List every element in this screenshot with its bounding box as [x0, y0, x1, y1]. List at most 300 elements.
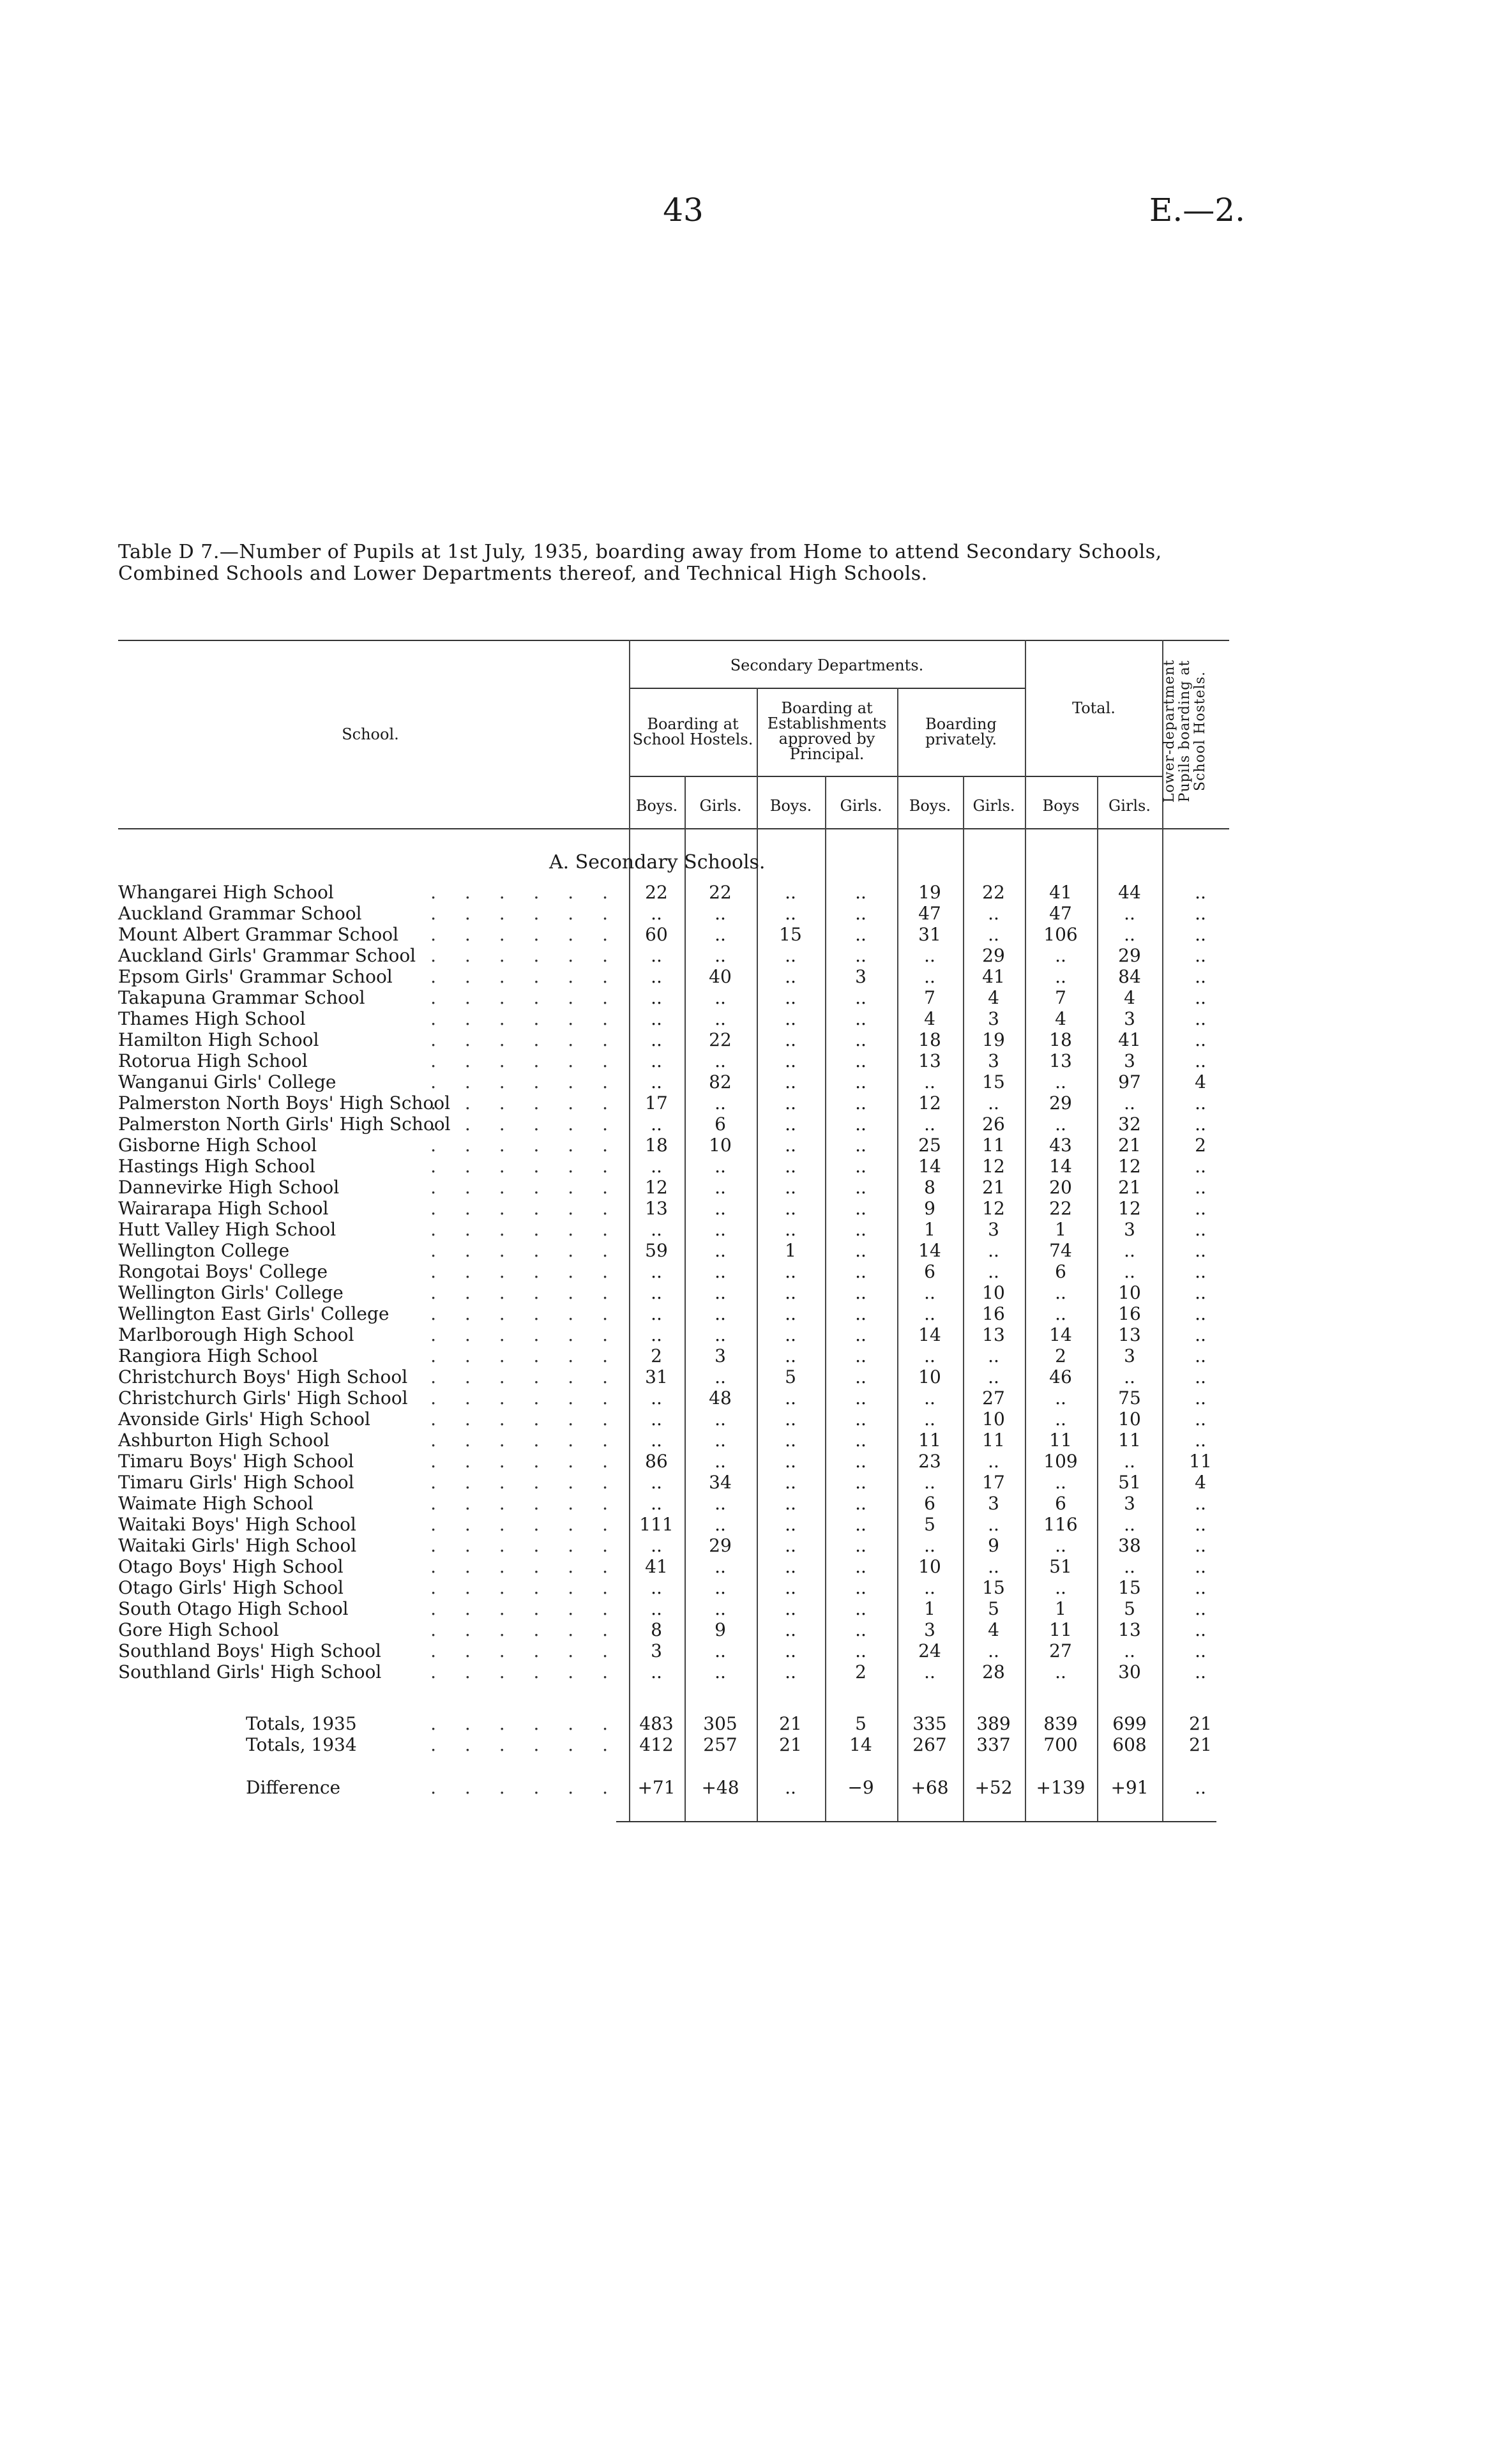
- cell-col-2: ..: [715, 945, 726, 966]
- school-name: Hamilton High School: [118, 1029, 319, 1050]
- school-name: Avonside Girls' High School: [118, 1409, 370, 1430]
- school-name: Wellington College: [118, 1240, 290, 1261]
- school-name: Rotorua High School: [118, 1050, 308, 1071]
- cell-col-9: 11: [1189, 1451, 1212, 1472]
- cell-col-8: ..: [1124, 1092, 1135, 1114]
- header-secondary-departments: Secondary Departments.: [730, 656, 924, 674]
- cell-col-6: 389: [976, 1713, 1011, 1734]
- cell-col-6: ..: [988, 1556, 999, 1577]
- cell-col-8: ..: [1124, 903, 1135, 924]
- cell-col-6: 17: [982, 1472, 1005, 1493]
- school-name: Ashburton High School: [118, 1430, 329, 1451]
- school-name: Waimate High School: [118, 1493, 314, 1514]
- cell-col-1: ..: [651, 1661, 662, 1682]
- dot-leader: . . . . . .: [430, 966, 619, 987]
- school-name: Timaru Girls' High School: [118, 1472, 354, 1493]
- cell-col-6: ..: [988, 1640, 999, 1661]
- cell-col-7: 1: [1055, 1219, 1066, 1240]
- cell-col-5: ..: [924, 1303, 935, 1324]
- school-name: Hastings High School: [118, 1156, 315, 1177]
- dot-leader: . . . . . .: [430, 1713, 619, 1734]
- cell-col-3: ..: [785, 1535, 796, 1556]
- dot-leader: . . . . . .: [430, 1156, 619, 1177]
- cell-col-7: ..: [1055, 1282, 1066, 1303]
- dot-leader: . . . . . .: [430, 1577, 619, 1598]
- cell-col-4: ..: [855, 1092, 866, 1114]
- cell-col-7: 700: [1043, 1734, 1078, 1755]
- cell-col-3: ..: [785, 1029, 796, 1050]
- cell-col-1: 483: [639, 1713, 674, 1734]
- header-total-boys: Boys: [1042, 797, 1080, 815]
- dot-leader: . . . . . .: [430, 1556, 619, 1577]
- cell-col-5: 6: [924, 1493, 935, 1514]
- cell-col-9: ..: [1195, 1345, 1206, 1366]
- cell-col-3: ..: [785, 1261, 796, 1282]
- cell-col-6: 3: [988, 1493, 999, 1514]
- cell-col-9: ..: [1195, 1240, 1206, 1261]
- cell-col-6: ..: [988, 1366, 999, 1387]
- cell-col-6: ..: [988, 1514, 999, 1535]
- school-name: Timaru Boys' High School: [118, 1451, 354, 1472]
- school-name: Takapuna Grammar School: [118, 987, 365, 1008]
- cell-col-2: 22: [709, 1029, 732, 1050]
- cell-col-4: ..: [855, 1493, 866, 1514]
- cell-col-4: ..: [855, 1387, 866, 1409]
- table-row: [118, 1472, 1229, 1493]
- table-row: [118, 1409, 1229, 1430]
- cell-col-3: ..: [785, 1008, 796, 1029]
- cell-col-1: ..: [651, 945, 662, 966]
- secondary-rule: [629, 688, 1025, 689]
- cell-col-6: 9: [988, 1535, 999, 1556]
- school-name: Epsom Girls' Grammar School: [118, 966, 393, 987]
- table-row: [118, 1135, 1229, 1156]
- cell-col-7: 839: [1043, 1713, 1078, 1734]
- cell-col-6: 15: [982, 1577, 1005, 1598]
- cell-col-3: ..: [785, 1451, 796, 1472]
- dot-leader: . . . . . .: [430, 1387, 619, 1409]
- cell-col-3: ..: [785, 1777, 796, 1798]
- table-row: [118, 924, 1229, 945]
- school-name: Totals, 1935: [246, 1713, 357, 1734]
- cell-col-3: ..: [785, 1050, 796, 1071]
- cell-col-9: 4: [1195, 1071, 1206, 1092]
- dot-leader: . . . . . .: [430, 1640, 619, 1661]
- cell-col-9: ..: [1195, 1219, 1206, 1240]
- cell-col-1: ..: [651, 1493, 662, 1514]
- table-row: [118, 1451, 1229, 1472]
- cell-col-9: ..: [1195, 1198, 1206, 1219]
- school-name: Christchurch Girls' High School: [118, 1387, 408, 1409]
- dot-leader: . . . . . .: [430, 1092, 619, 1114]
- cell-col-5: 267: [912, 1734, 947, 1755]
- cell-col-2: 82: [709, 1071, 732, 1092]
- table-row: [118, 1177, 1229, 1198]
- cell-col-1: 60: [645, 924, 668, 945]
- cell-col-3: ..: [785, 1177, 796, 1198]
- cell-col-6: +52: [974, 1777, 1013, 1798]
- cell-col-6: 27: [982, 1387, 1005, 1409]
- cell-col-6: 15: [982, 1071, 1005, 1092]
- cell-col-8: 5: [1124, 1598, 1135, 1619]
- table-row: [118, 1619, 1229, 1640]
- cell-col-4: ..: [855, 1219, 866, 1240]
- cell-col-4: ..: [855, 1640, 866, 1661]
- cell-col-6: 10: [982, 1409, 1005, 1430]
- cell-col-5: ..: [924, 1387, 935, 1409]
- cell-col-3: ..: [785, 987, 796, 1008]
- header-privately: Boarding privately.: [925, 715, 997, 748]
- table-title: Table D 7.—Number of Pupils at 1st July, 1935, boarding away from Home to attend Secondary Schools, Combined Schools and Lower Departments thereof, and Technical High Schools.: [118, 541, 1162, 585]
- cell-col-7: 14: [1049, 1156, 1072, 1177]
- cell-col-2: ..: [715, 1577, 726, 1598]
- cell-col-1: 111: [639, 1514, 674, 1535]
- cell-col-3: ..: [785, 1493, 796, 1514]
- school-name: Dannevirke High School: [118, 1177, 340, 1198]
- cell-col-9: ..: [1195, 1556, 1206, 1577]
- cell-col-8: 30: [1118, 1661, 1141, 1682]
- table-row: [118, 1324, 1229, 1345]
- cell-col-7: ..: [1055, 1303, 1066, 1324]
- header-establishments-girls: Girls.: [840, 797, 882, 815]
- cell-col-7: 109: [1043, 1451, 1078, 1472]
- table-row: [118, 882, 1229, 903]
- cell-col-4: ..: [855, 903, 866, 924]
- cell-col-6: 3: [988, 1050, 999, 1071]
- cell-col-2: ..: [715, 1430, 726, 1451]
- cell-col-5: 7: [924, 987, 935, 1008]
- cell-col-1: ..: [651, 1472, 662, 1493]
- cell-col-5: ..: [924, 966, 935, 987]
- cell-col-1: ..: [651, 1029, 662, 1050]
- cell-col-2: ..: [715, 924, 726, 945]
- cell-col-9: 4: [1195, 1472, 1206, 1493]
- cell-col-6: 21: [982, 1177, 1005, 1198]
- cell-col-9: ..: [1195, 1493, 1206, 1514]
- cell-col-5: 8: [924, 1177, 935, 1198]
- table-row: [118, 1493, 1229, 1514]
- table-row: [118, 1092, 1229, 1114]
- cell-col-6: 13: [982, 1324, 1005, 1345]
- dot-leader: . . . . . .: [430, 1366, 619, 1387]
- cell-col-9: ..: [1195, 1324, 1206, 1345]
- cell-col-4: 14: [849, 1734, 872, 1755]
- cell-col-8: ..: [1124, 1556, 1135, 1577]
- table-row: [118, 1198, 1229, 1219]
- cell-col-2: 6: [715, 1114, 726, 1135]
- cell-col-9: ..: [1195, 1777, 1206, 1798]
- school-name: Southland Girls' High School: [118, 1661, 382, 1682]
- cell-col-3: ..: [785, 1345, 796, 1366]
- table-row: [118, 1114, 1229, 1135]
- cell-col-9: ..: [1195, 1577, 1206, 1598]
- cell-col-8: 3: [1124, 1345, 1135, 1366]
- cell-col-5: 14: [918, 1324, 941, 1345]
- cell-col-2: 40: [709, 966, 732, 987]
- cell-col-1: ..: [651, 987, 662, 1008]
- table-row: [118, 1219, 1229, 1240]
- dot-leader: . . . . . .: [430, 1219, 619, 1240]
- header-total: Total.: [1072, 699, 1116, 717]
- cell-col-6: 29: [982, 945, 1005, 966]
- cell-col-3: 5: [785, 1366, 796, 1387]
- dot-leader: . . . . . .: [430, 1777, 619, 1798]
- school-name: Mount Albert Grammar School: [118, 924, 399, 945]
- dot-leader: . . . . . .: [430, 1261, 619, 1282]
- cell-col-9: ..: [1195, 924, 1206, 945]
- cell-col-9: ..: [1195, 1008, 1206, 1029]
- cell-col-7: ..: [1055, 1387, 1066, 1409]
- dot-leader: . . . . . .: [430, 924, 619, 945]
- cell-col-2: ..: [715, 1514, 726, 1535]
- cell-col-4: ..: [855, 945, 866, 966]
- cell-col-6: ..: [988, 1261, 999, 1282]
- header-hostels-boys: Boys.: [635, 797, 678, 815]
- cell-col-3: ..: [785, 1092, 796, 1114]
- cell-col-1: ..: [651, 1430, 662, 1451]
- cell-col-1: ..: [651, 1535, 662, 1556]
- cell-col-2: ..: [715, 1451, 726, 1472]
- cell-col-9: ..: [1195, 1514, 1206, 1535]
- cell-col-5: 23: [918, 1451, 941, 1472]
- cell-col-8: 699: [1112, 1713, 1147, 1734]
- cell-col-3: ..: [785, 1282, 796, 1303]
- header-privately-boys: Boys.: [909, 797, 951, 815]
- school-name: Christchurch Boys' High School: [118, 1366, 408, 1387]
- cell-col-5: ..: [924, 945, 935, 966]
- school-name: Wanganui Girls' College: [118, 1071, 337, 1092]
- cell-col-4: ..: [855, 1029, 866, 1050]
- table-row: [118, 1556, 1229, 1577]
- school-name: Waitaki Boys' High School: [118, 1514, 356, 1535]
- school-name: Wellington East Girls' College: [118, 1303, 390, 1324]
- cell-col-6: 3: [988, 1219, 999, 1240]
- dot-leader: . . . . . .: [430, 903, 619, 924]
- cell-col-8: 3: [1124, 1008, 1135, 1029]
- cell-col-7: ..: [1055, 1472, 1066, 1493]
- cell-col-5: ..: [924, 1472, 935, 1493]
- cell-col-7: 74: [1049, 1240, 1072, 1261]
- table-row: [118, 1535, 1229, 1556]
- cell-col-4: ..: [855, 1345, 866, 1366]
- cell-col-5: 24: [918, 1640, 941, 1661]
- dot-leader: . . . . . .: [430, 1514, 619, 1535]
- cell-col-5: 10: [918, 1366, 941, 1387]
- cell-col-8: ..: [1124, 1261, 1135, 1282]
- cell-col-3: ..: [785, 1556, 796, 1577]
- table-row: [118, 1156, 1229, 1177]
- cell-col-2: 22: [709, 882, 732, 903]
- cell-col-9: ..: [1195, 966, 1206, 987]
- cell-col-6: 11: [982, 1135, 1005, 1156]
- cell-col-2: ..: [715, 1409, 726, 1430]
- cell-col-8: ..: [1124, 1514, 1135, 1535]
- dot-leader: . . . . . .: [430, 1303, 619, 1324]
- cell-col-6: 41: [982, 966, 1005, 987]
- cell-col-7: 6: [1055, 1493, 1066, 1514]
- cell-col-9: ..: [1195, 903, 1206, 924]
- cell-col-8: ..: [1124, 1640, 1135, 1661]
- cell-col-7: 1: [1055, 1598, 1066, 1619]
- cell-col-2: ..: [715, 1366, 726, 1387]
- cell-col-3: ..: [785, 1619, 796, 1640]
- cell-col-2: ..: [715, 1261, 726, 1282]
- cell-col-5: 19: [918, 882, 941, 903]
- header-lower-department: Lower-department Pupils boarding at School Hostels.: [1161, 659, 1208, 803]
- cell-col-3: ..: [785, 1514, 796, 1535]
- cell-col-5: 12: [918, 1092, 941, 1114]
- cell-col-1: ..: [651, 966, 662, 987]
- page-number: 43: [663, 192, 704, 229]
- cell-col-6: ..: [988, 1345, 999, 1366]
- cell-col-9: ..: [1195, 1598, 1206, 1619]
- cell-col-5: 6: [924, 1261, 935, 1282]
- cell-col-1: 41: [645, 1556, 668, 1577]
- cell-col-8: 29: [1118, 945, 1141, 966]
- cell-col-2: 29: [709, 1535, 732, 1556]
- cell-col-3: ..: [785, 1661, 796, 1682]
- cell-col-6: 10: [982, 1282, 1005, 1303]
- header-total-girls: Girls.: [1108, 797, 1151, 815]
- cell-col-7: 116: [1043, 1514, 1078, 1535]
- school-name: Rangiora High School: [118, 1345, 318, 1366]
- cell-col-1: ..: [651, 1156, 662, 1177]
- cell-col-3: ..: [785, 1640, 796, 1661]
- cell-col-8: ..: [1124, 1451, 1135, 1472]
- table-row: [118, 1387, 1229, 1409]
- table-row: [118, 1598, 1229, 1619]
- cell-col-4: ..: [855, 1198, 866, 1219]
- school-name: Auckland Girls' Grammar School: [118, 945, 416, 966]
- table-row: [118, 1577, 1229, 1598]
- table-row: [118, 1430, 1229, 1451]
- cell-col-3: 21: [779, 1713, 802, 1734]
- cell-col-2: ..: [715, 1640, 726, 1661]
- cell-col-9: ..: [1195, 1177, 1206, 1198]
- table-row: [118, 1261, 1229, 1282]
- cell-col-5: 31: [918, 924, 941, 945]
- cell-col-3: ..: [785, 1135, 796, 1156]
- cell-col-7: 27: [1049, 1640, 1072, 1661]
- cell-col-4: ..: [855, 1156, 866, 1177]
- cell-col-1: ..: [651, 1409, 662, 1430]
- cell-col-6: ..: [988, 924, 999, 945]
- cell-col-6: ..: [988, 903, 999, 924]
- cell-col-7: 13: [1049, 1050, 1072, 1071]
- cell-col-7: 20: [1049, 1177, 1072, 1198]
- cell-col-4: ..: [855, 1535, 866, 1556]
- cell-col-4: ..: [855, 1177, 866, 1198]
- table-top-rule: [118, 640, 1229, 641]
- cell-col-6: 16: [982, 1303, 1005, 1324]
- cell-col-4: ..: [855, 1050, 866, 1071]
- table-row: [118, 1071, 1229, 1092]
- cell-col-3: 1: [785, 1240, 796, 1261]
- dot-leader: . . . . . .: [430, 945, 619, 966]
- school-name: Gore High School: [118, 1619, 279, 1640]
- dot-leader: . . . . . .: [430, 1177, 619, 1198]
- cell-col-6: 28: [982, 1661, 1005, 1682]
- cell-col-7: 41: [1049, 882, 1072, 903]
- cell-col-3: ..: [785, 1071, 796, 1092]
- school-name: Auckland Grammar School: [118, 903, 362, 924]
- cell-col-3: ..: [785, 1409, 796, 1430]
- cell-col-4: ..: [855, 1409, 866, 1430]
- table-row: [118, 1008, 1229, 1029]
- table-row: [118, 1029, 1229, 1050]
- cell-col-5: 47: [918, 903, 941, 924]
- cell-col-2: ..: [715, 1198, 726, 1219]
- cell-col-6: 12: [982, 1198, 1005, 1219]
- cell-col-5: 3: [924, 1619, 935, 1640]
- cell-col-7: 51: [1049, 1556, 1072, 1577]
- cell-col-7: 14: [1049, 1324, 1072, 1345]
- cell-col-8: 10: [1118, 1409, 1141, 1430]
- cell-col-9: ..: [1195, 1050, 1206, 1071]
- cell-col-9: 2: [1195, 1135, 1206, 1156]
- cell-col-9: ..: [1195, 1261, 1206, 1282]
- table-row: [118, 945, 1229, 966]
- cell-col-2: 9: [715, 1619, 726, 1640]
- cell-col-5: 14: [918, 1156, 941, 1177]
- cell-col-5: 25: [918, 1135, 941, 1156]
- table-row: [118, 1514, 1229, 1535]
- dot-leader: . . . . . .: [430, 1598, 619, 1619]
- cell-col-3: ..: [785, 945, 796, 966]
- cell-col-9: ..: [1195, 1282, 1206, 1303]
- cell-col-6: 19: [982, 1029, 1005, 1050]
- cell-col-8: ..: [1124, 1240, 1135, 1261]
- cell-col-3: ..: [785, 1430, 796, 1451]
- table-row: [118, 1050, 1229, 1071]
- cell-col-7: 106: [1043, 924, 1078, 945]
- cell-col-8: +91: [1110, 1777, 1149, 1798]
- cell-col-4: ..: [855, 987, 866, 1008]
- cell-col-7: ..: [1055, 1071, 1066, 1092]
- header-school: School.: [342, 725, 399, 743]
- cell-col-7: ..: [1055, 945, 1066, 966]
- cell-col-2: ..: [715, 987, 726, 1008]
- table-row: [118, 966, 1229, 987]
- cell-col-7: ..: [1055, 1114, 1066, 1135]
- cell-col-4: ..: [855, 1240, 866, 1261]
- cell-col-4: ..: [855, 924, 866, 945]
- cell-col-2: 305: [703, 1713, 738, 1734]
- cell-col-3: ..: [785, 1114, 796, 1135]
- cell-col-2: ..: [715, 1050, 726, 1071]
- cell-col-8: 12: [1118, 1198, 1141, 1219]
- cell-col-9: ..: [1195, 1092, 1206, 1114]
- cell-col-7: ..: [1055, 1577, 1066, 1598]
- cell-col-7: 7: [1055, 987, 1066, 1008]
- table-row: [118, 987, 1229, 1008]
- cell-col-1: ..: [651, 1071, 662, 1092]
- cell-col-4: ..: [855, 1577, 866, 1598]
- table-row: [118, 903, 1229, 924]
- cell-col-8: 13: [1118, 1619, 1141, 1640]
- cell-col-4: ..: [855, 1071, 866, 1092]
- cell-col-1: ..: [651, 1114, 662, 1135]
- cell-col-4: ..: [855, 1514, 866, 1535]
- cell-col-6: ..: [988, 1451, 999, 1472]
- cell-col-4: 3: [855, 966, 866, 987]
- school-name: Totals, 1934: [246, 1734, 357, 1755]
- cell-col-8: 38: [1118, 1535, 1141, 1556]
- dot-leader: . . . . . .: [430, 882, 619, 903]
- cell-col-8: 10: [1118, 1282, 1141, 1303]
- dot-leader: . . . . . .: [430, 1535, 619, 1556]
- cell-col-3: ..: [785, 1324, 796, 1345]
